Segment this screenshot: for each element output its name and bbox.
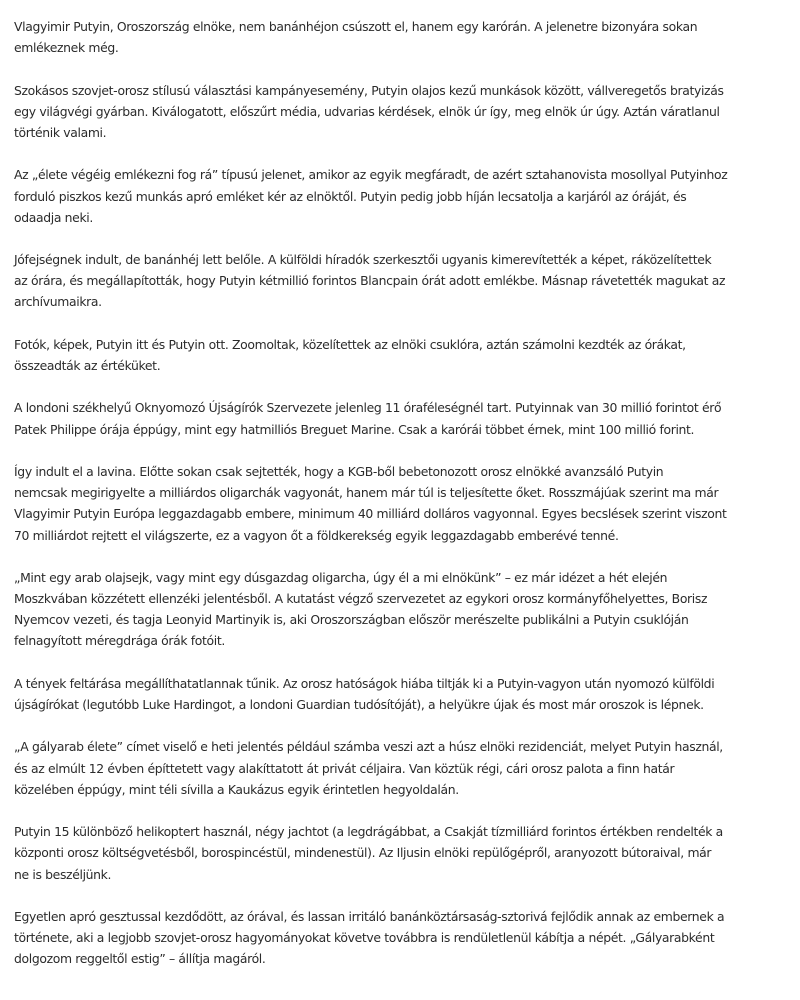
- paragraph: [14, 736, 794, 800]
- paragraph: [14, 164, 794, 228]
- text-line: Moszkvában közzétett ellenzéki jelentésből. A kutatást végző szervezetet az egykori orosz kormányfőhelyettes, Borisz: [14, 591, 708, 607]
- paragraph: [14, 461, 794, 546]
- text-line: Az „élete végéig emlékezni fog rá” típusú jelenet, amikor az egyik megfáradt, de azért sztahanovista mosollyal Putyinhoz: [14, 167, 728, 183]
- text-line: odaadja neki.: [14, 209, 93, 225]
- text-line: Így indult el a lavina. Előtte sokan csak sejtették, hogy a KGB-ből bebetonozott orosz elnökké avanzsáló Putyin: [14, 463, 664, 479]
- text-line: Vlagyimir Putyin Európa leggazdagabb embere, minimum 40 milliárd dolláros vagyonnal. Egyes becslések szerint viszont: [14, 506, 727, 522]
- text-line: A tények feltárása megállíthatatlannak tűnik. Az orosz hatóságok hiába tiltják ki a Putyin-vagyon után nyomozó külföldi: [14, 675, 715, 691]
- text-line: forduló piszkos kezű munkás apró emléket kér az elnöktől. Putyin pedig jobb híján lecsatolja a karjáról az óráját, és: [14, 188, 687, 204]
- text-line: az órára, és megállapították, hogy Putyin kétmillió forintos Blancpain órát adott emlékbe. Másnap rávetették magukat az: [14, 273, 726, 289]
- paragraph: [14, 673, 794, 715]
- paragraph: [14, 16, 794, 58]
- text-line: Patek Philippe órája éppúgy, mint egy hatmilliós Breguet Marine. Csak a karórái többet érnek, mint 100 millió forint.: [14, 421, 695, 437]
- text-line: központi orosz költségvetésből, borospincéstül, mindenestül). Az Iljusin elnöki repülőgépről, aranyozott bútoraival, már: [14, 845, 712, 861]
- text-line: összeadták az értéküket.: [14, 358, 161, 373]
- text-line: Nyemcov vezeti, és tagja Leonyid Martinyik is, aki Oroszországban először merészelte publikálni a Putyin csuklóján: [14, 612, 689, 628]
- text-line: Fotók, képek, Putyin itt és Putyin ott. Zoomoltak, közelítettek az elnöki csuklóra, aztán számolni kezdték az órákat,: [14, 336, 686, 352]
- text-line: dolgozom reggeltől estig” – állítja magáról.: [14, 951, 266, 967]
- text-line: közelében éppúgy, mint téli sívilla a Kaukázus egyik érintetlen hegyoldalán.: [14, 781, 459, 797]
- text-line: újságírókat (legutóbb Luke Hardingot, a londoni Guardian tudósítóját), a helyükre újak és most már oroszok is lépnek.: [14, 697, 704, 712]
- text-line: felnagyított méregdrága órák fotóit.: [14, 633, 225, 649]
- article-body: [14, 16, 794, 991]
- text-line: nemcsak megirigyelte a milliárdos oligarchák vagyonát, hanem már túl is teljesítette őket. Rosszmájúak szerint ma már: [14, 485, 719, 501]
- text-line: egy világvégi gyárban. Kiválogatott, előszűrt média, udvarias kérdések, elnök úr így, meg elnök úr úgy. Aztán váratlanul: [14, 103, 720, 119]
- text-line: történik valami.: [14, 124, 107, 140]
- paragraph: [14, 821, 794, 885]
- paragraph: [14, 334, 794, 376]
- text-line: Szokásos szovjet-orosz stílusú választási kampányesemény, Putyin olajos kezű munkások között, vállveregetős bratyizás: [14, 82, 724, 98]
- text-line: „A gályarab élete” címet viselő e heti jelentés például számba veszi azt a húsz elnöki rezidenciát, melyet Putyin használ,: [14, 739, 723, 755]
- text-line: emlékeznek még.: [14, 40, 119, 56]
- text-line: „Mint egy arab olajsejk, vagy mint egy dúsgazdag oligarcha, úgy él a mi elnökünk” – ez már idézet a hét elején: [14, 569, 668, 585]
- text-line: Putyin 15 különböző helikoptert használ, négy jachtot (a legdrágábbat, a Csakját tízmilliárd forintos értékben rendelték a: [14, 824, 723, 840]
- paragraph: [14, 249, 794, 313]
- paragraph: [14, 397, 794, 439]
- text-line: Jófejségnek indult, de banánhéj lett belőle. A külföldi híradók szerkesztői ugyanis kimerevítették a képet, ráközelítettek: [14, 252, 712, 268]
- paragraph: [14, 80, 794, 144]
- paragraph: [14, 906, 794, 970]
- text-line: A londoni székhelyű Oknyomozó Újságírók Szervezete jelenleg 11 óraféleségnél tart. Putyinnak van 30 millió forintot érő: [14, 400, 722, 416]
- text-line: és az elmúlt 12 évben építtetett vagy alakíttatott át privát céljaira. Van köztük régi, cári orosz palota a finn határ: [14, 760, 675, 776]
- text-line: archívumaikra.: [14, 294, 102, 310]
- text-line: története, aki a legjobb szovjet-orosz hagyományokat követve továbbra is rendületlenül kábítja a népét. „Gályarabként: [14, 930, 715, 946]
- text-line: 70 milliárdot rejtett el világszerte, ez a vagyon őt a földkerekség egyik leggazdagabb emberévé tenné.: [14, 527, 619, 543]
- text-line: Egyetlen apró gesztussal kezdődött, az órával, és lassan irritáló banánköztársaság-sztorivá fejlődik annak az embernek a: [14, 908, 725, 924]
- text-line: Vlagyimir Putyin, Oroszország elnöke, nem banánhéjon csúszott el, hanem egy karórán. A jelenetre bizonyára sokan: [14, 19, 698, 34]
- text-line: ne is beszéljünk.: [14, 866, 112, 882]
- paragraph: [14, 567, 794, 652]
